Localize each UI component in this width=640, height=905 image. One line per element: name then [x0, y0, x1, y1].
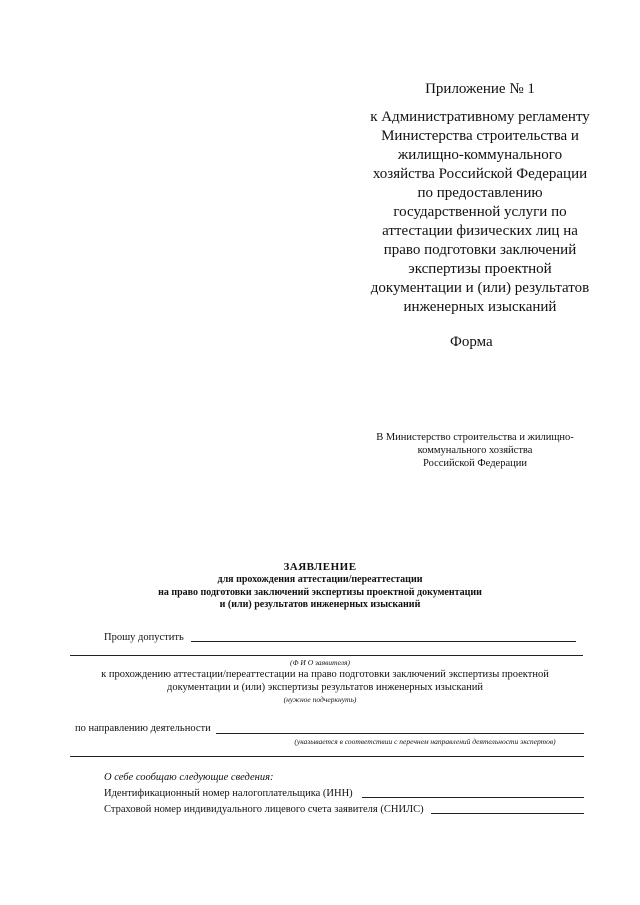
admit-text	[90, 668, 560, 694]
appendix-line: инженерных изысканий	[403, 299, 557, 315]
addressee-line: В Министерство строительства и жилищно-	[376, 432, 574, 443]
about-label: О себе сообщаю следующие сведения:	[104, 772, 274, 783]
underline-hint: (нужное подчеркнуть)	[283, 695, 357, 704]
appendix-line: к Административному регламенту	[370, 109, 590, 125]
appendix-line: по предоставлению	[417, 185, 543, 201]
appendix-line: Министерства строительства и	[381, 128, 579, 144]
inn-fill-line[interactable]	[362, 797, 584, 798]
statement-subtitle-line: на право подготовки заключений экспертизы проектной документации	[158, 586, 482, 598]
direction-label: по направлению деятельности	[75, 723, 211, 734]
inn-label: Идентификационный номер налогоплательщика (ИНН)	[104, 788, 353, 799]
admit-text-line: документации и (или) экспертизы результатов инженерных изысканий	[166, 682, 484, 693]
snils-label: Страховой номер индивидуального лицевого счета заявителя (СНИЛС)	[104, 804, 424, 815]
statement-subtitle-line: для прохождения аттестации/переаттестации	[217, 574, 423, 585]
appendix-title: Приложение № 1	[425, 81, 535, 97]
appendix-line: право подготовки заключений	[383, 242, 577, 258]
statement-title: ЗАЯВЛЕНИЕ	[283, 561, 357, 573]
appendix-line: жилищно-коммунального	[397, 147, 563, 163]
statement-subtitle-line: и (или) результатов инженерных изысканий	[219, 599, 421, 610]
fio-hint: (Ф И О заявителя)	[290, 658, 350, 667]
appendix-block	[345, 80, 615, 317]
admit-text-line: к прохождению аттестации/переаттестации на право подготовки заключений экспертизы проектной	[101, 669, 549, 680]
appendix-line: хозяйства Российской Федерации	[372, 166, 588, 182]
snils-fill-line[interactable]	[431, 813, 584, 814]
appendix-line: государственной услуги по	[393, 204, 567, 220]
appendix-line: экспертизы проектной	[408, 261, 552, 277]
request-fill-line[interactable]	[191, 641, 576, 642]
statement-subtitle	[140, 574, 500, 612]
direction-hint: (указывается в соответствии с перечнем направлений деятельности экспертов)	[294, 737, 556, 746]
fio-fill-line[interactable]	[70, 655, 583, 656]
direction-extra-line[interactable]	[70, 756, 584, 757]
direction-fill-line[interactable]	[216, 733, 584, 734]
appendix-line: документации и (или) результатов	[370, 280, 590, 296]
request-label: Прошу допустить	[104, 632, 184, 643]
form-label: Форма	[450, 334, 493, 350]
appendix-line: аттестации физических лиц на	[382, 223, 578, 239]
addressee-line: коммунального хозяйства	[417, 445, 533, 456]
addressee-line: Российской Федерации	[423, 458, 527, 469]
addressee-block	[365, 431, 585, 470]
